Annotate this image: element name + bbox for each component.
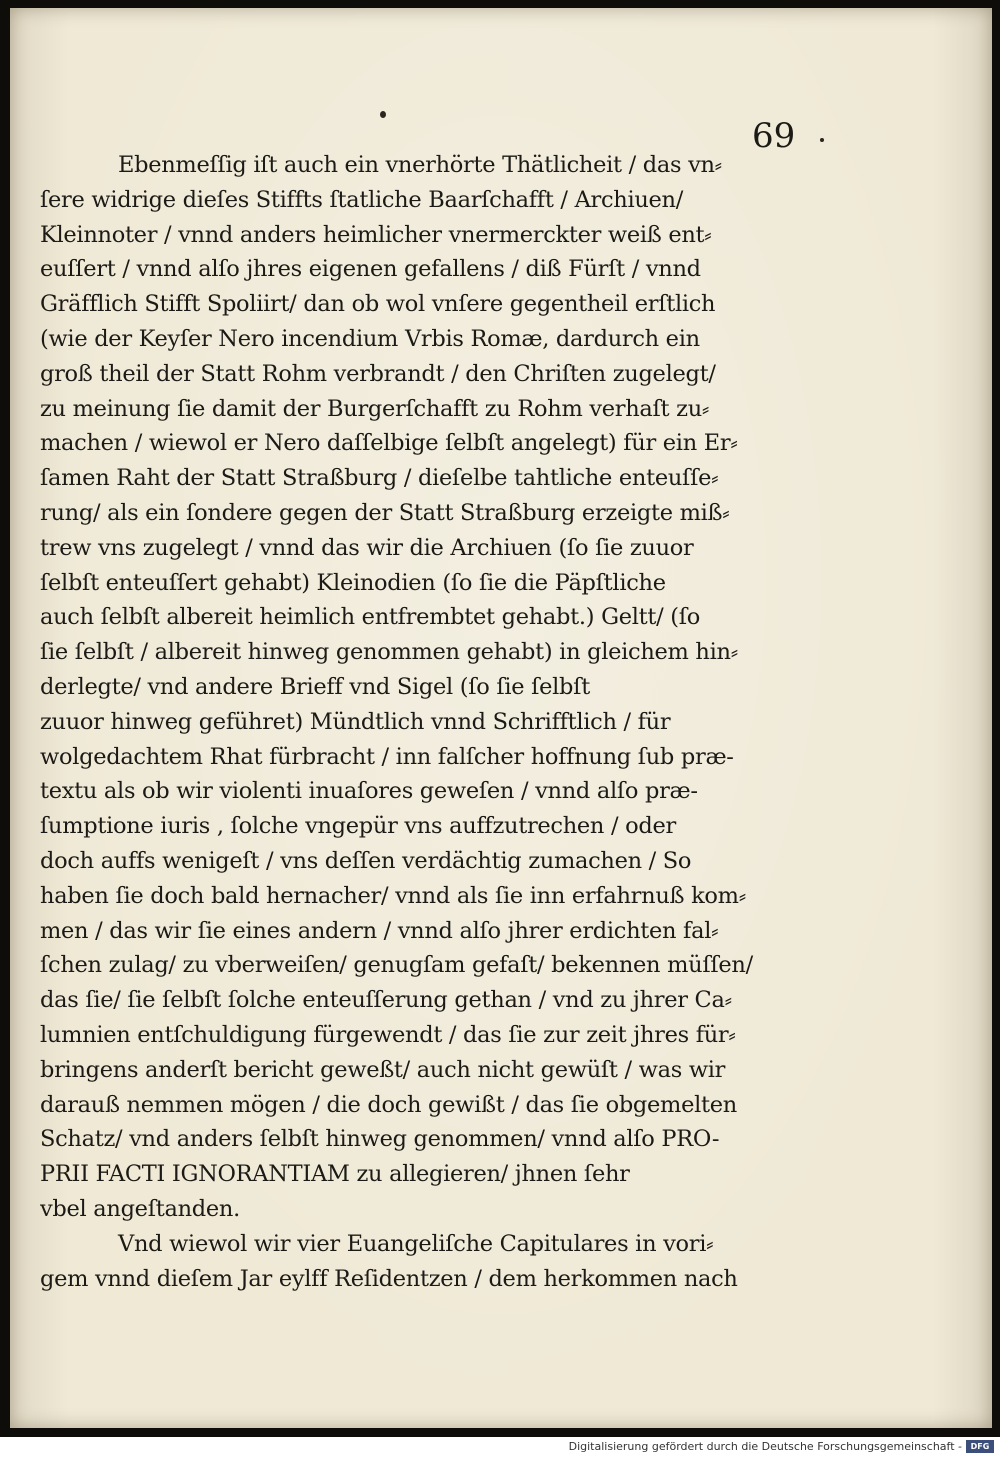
text-line: haben ſie doch bald hernacher/ vnnd als ſie inn erfahrnuß kom⸗ [40, 882, 746, 909]
text-line: lumnien entſchuldigung fürgewendt / das ſie zur zeit jhres für⸗ [40, 1021, 736, 1048]
ink-speck [820, 138, 824, 142]
text-line: darauß nemmen mögen / die doch gewißt / das ſie obgemelten [40, 1091, 737, 1118]
text-line: Schatz/ vnd anders ſelbſt hinweg genommen/ vnnd alſo PRO- [40, 1126, 720, 1153]
text-line: gem vnnd dieſem Jar eylff Reſidentzen / dem herkommen nach [40, 1265, 738, 1292]
text-line: Kleinnoter / vnnd anders heimlicher vnermerckter weiß ent⸗ [40, 221, 712, 248]
text-line: das ſie/ ſie ſelbſt ſolche enteuſſerung gethan / vnd zu jhrer Ca⸗ [40, 987, 732, 1014]
text-line: rung/ als ein ſondere gegen der Statt Straßburg erzeigte miß⸗ [40, 499, 730, 526]
text-line: Vnd wiewol wir vier Euangeliſche Capitulares in vori⸗ [118, 1230, 714, 1257]
text-line: textu als ob wir violenti inuaſores geweſen / vnnd alſo præ- [40, 778, 698, 805]
text-line: (wie der Keyſer Nero incendium Vrbis Romæ, dardurch ein [40, 325, 700, 352]
text-line: machen / wiewol er Nero daſſelbige ſelbſt angelegt) für ein Er⸗ [40, 430, 738, 457]
text-line: trew vns zugelegt / vnnd das wir die Archiuen (ſo ſie zuuor [40, 534, 694, 561]
text-line: vbel angeſtanden. [40, 1195, 240, 1222]
page-number: 69 [752, 116, 796, 156]
text-line: bringens anderſt bericht geweßt/ auch nicht gewüſt / was wir [40, 1056, 726, 1083]
footer-bar [0, 1437, 1000, 1457]
text-line: PRII FACTI IGNORANTIAM zu allegieren/ jhnen ſehr [40, 1161, 630, 1188]
text-line: doch auffs wenigeſt / vns deſſen verdächtig zumachen / So [40, 847, 692, 874]
text-line: ſamen Raht der Statt Straßburg / dieſelbe tahtliche enteuſſe⸗ [40, 465, 719, 492]
text-line: derlegte/ vnd andere Brieff vnd Sigel (ſo ſie ſelbſt [40, 673, 590, 700]
text-line: groß theil der Statt Rohm verbrandt / den Chriſten zugelegt/ [40, 360, 716, 387]
text-line: ſelbſt enteuſſert gehabt) Kleinodien (ſo ſie die Päpſtliche [40, 569, 666, 596]
body-text [40, 148, 840, 1296]
text-line: euſſert / vnnd alſo jhres eigenen gefallens / diß Fürſt / vnnd [40, 256, 701, 283]
text-line: ſere widrige dieſes Stiffts ſtatliche Baarſchafft / Archiuen/ [40, 186, 684, 213]
text-line: Ebenmeſſig iſt auch ein vnerhörte Thätlicheit / das vn⸗ [118, 152, 722, 178]
dfg-logo: DFG [966, 1440, 994, 1453]
footer-credit: Digitalisierung gefördert durch die Deutsche Forschungsgemeinschaft - [568, 1440, 962, 1453]
text-line: wolgedachtem Rhat fürbracht / inn falſcher hoffnung ſub præ- [40, 743, 734, 770]
text-line: Gräfflich Stifft Spoliirt/ dan ob wol vnſere gegentheil erſtlich [40, 291, 716, 318]
text-line: auch ſelbſt albereit heimlich entfrembtet gehabt.) Geltt/ (ſo [40, 604, 701, 631]
text-line: zuuor hinweg geführet) Mündtlich vnnd Schrifftlich / für [40, 708, 671, 735]
text-line: zu meinung ſie damit der Burgerſchafft zu Rohm verhaſt zu⸗ [40, 395, 710, 422]
text-line: men / das wir ſie eines andern / vnnd alſo jhrer erdichten fal⸗ [40, 917, 719, 944]
text-line: ſchen zulag/ zu vberweiſen/ genugſam gefaſt/ bekennen müſſen/ [40, 952, 753, 979]
ink-speck [380, 111, 386, 118]
text-line: ſie ſelbſt / albereit hinweg genommen gehabt) in gleichem hin⸗ [40, 639, 738, 666]
text-line: ſumptione iuris , ſolche vngepür vns auffzutrechen / oder [40, 813, 676, 840]
book-page [10, 8, 992, 1428]
